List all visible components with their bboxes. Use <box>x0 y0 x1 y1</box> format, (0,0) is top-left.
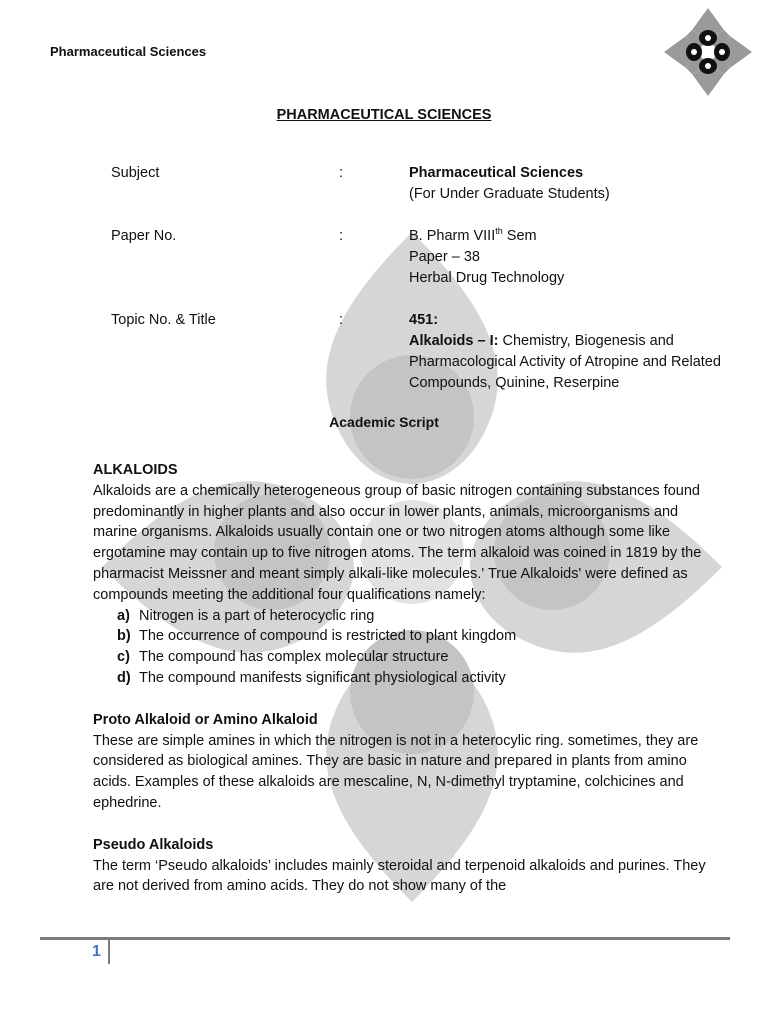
document-body <box>93 460 723 897</box>
academic-script-heading: Academic Script <box>329 414 439 430</box>
meta-label: Subject <box>111 165 160 181</box>
paper-title: Herbal Drug Technology <box>409 270 565 286</box>
running-header: Pharmaceutical Sciences <box>50 44 207 59</box>
topic-title: Alkaloids – I: Chemistry, Biogenesis and Pharmacological Activity of Atropine and Related Compounds, Quinine, Reserpine <box>409 333 721 391</box>
page-number: 1 <box>92 943 101 960</box>
list-item: c) The compound has complex molecular structure <box>117 649 449 666</box>
topic-number: 451: <box>409 312 439 328</box>
paper-number: Paper – 38 <box>409 249 480 265</box>
footer-page-divider <box>108 940 110 964</box>
list-item: b) The occurrence of compound is restricted to plant kingdom <box>117 628 517 645</box>
subject-audience: (For Under Graduate Students) <box>409 186 610 202</box>
meta-value <box>409 163 729 205</box>
meta-label: Paper No. <box>111 228 177 244</box>
meta-value <box>409 226 729 289</box>
list-item: a) Nitrogen is a part of heterocyclic ring <box>117 607 375 624</box>
meta-colon: : <box>339 165 344 181</box>
footer-rule <box>40 937 730 940</box>
paper-semester: B. Pharm VIIIth Sem <box>409 226 537 244</box>
section-heading-alkaloids: ALKALOIDS <box>93 462 178 478</box>
metadata-table <box>111 163 741 415</box>
meta-row-topic <box>111 310 741 394</box>
section-heading-proto: Proto Alkaloid or Amino Alkaloid <box>93 711 318 728</box>
subject-name: Pharmaceutical Sciences <box>409 165 584 181</box>
institution-logo-icon <box>662 6 754 98</box>
meta-row-subject <box>111 163 741 205</box>
meta-row-paper <box>111 226 741 289</box>
meta-value <box>409 310 729 394</box>
meta-label: Topic No. & Title <box>111 312 216 328</box>
meta-colon: : <box>339 312 344 328</box>
list-item: d) The compound manifests significant physiological activity <box>117 669 506 686</box>
paragraph-alkaloids: Alkaloids are a chemically heterogeneous group of basic nitrogen containing substances found predominantly in higher plants and also occur in lower plants, animals, microorganisms and marine organisms. Alkaloids usually contain one or two nitrogen atoms although some like ergotamine may contain up to five nitrogen atoms. The term alkaloid was coined in 1819 by the pharmacist Meissner and meant simply alkali-like molecules.' True Alkaloids' were defined as compounds meeting the additional four qualifications namely: <box>93 482 702 603</box>
section-heading-pseudo: Pseudo Alkaloids <box>93 836 214 853</box>
paragraph-proto: These are simple amines in which the nitrogen is not in a heterocylic ring. sometimes, they are considered as biological amines. They are basic in nature and prepared in plants from amino acids. Examples of these alkaloids are mescaline, N, N-dimethyl tryptamine, colchicines and ephedrine. <box>93 732 699 811</box>
paragraph-pseudo: The term ‘Pseudo alkaloids’ includes mainly steroidal and terpenoid alkaloids and purines. They are not derived from amino acids. They do not show many of the <box>93 857 706 895</box>
qualifications-list <box>93 606 723 689</box>
meta-colon: : <box>339 228 344 244</box>
document-title: PHARMACEUTICAL SCIENCES <box>276 107 492 123</box>
